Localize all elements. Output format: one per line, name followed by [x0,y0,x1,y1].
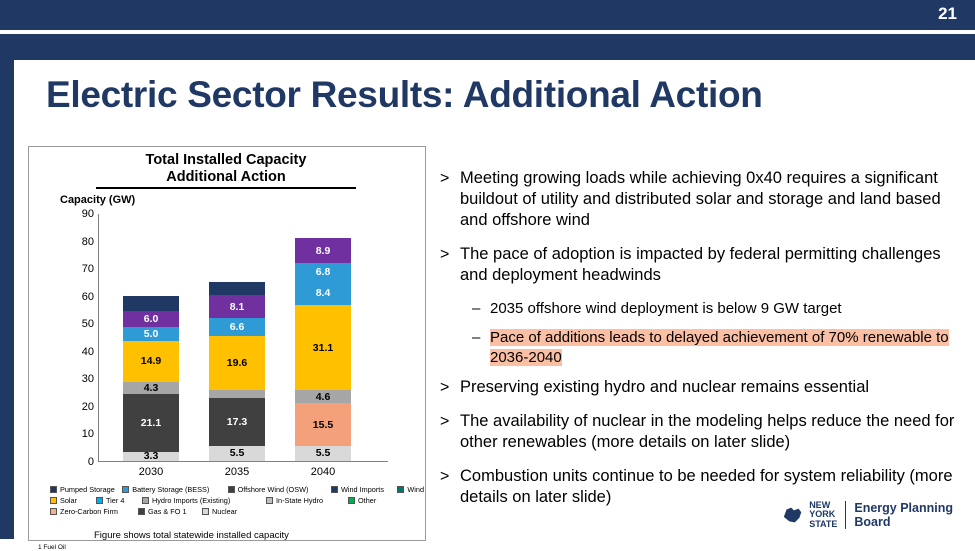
highlighted-text: Pace of additions leads to delayed achievement of 70% renewable to 2036-2040 [490,329,949,366]
chart-bar-segment: 21.1 [123,394,179,452]
legend-item [142,495,260,506]
legend-label: In-State Hydro [276,496,324,505]
legend-label: Solar [60,496,78,505]
legend-label: Wind [407,485,424,494]
chart-bar-segment: 5.5 [295,446,351,461]
bullet-marker: > [440,170,450,187]
y-axis-tick: 20 [81,400,94,413]
y-axis-tick: 90 [81,208,94,220]
legend-label: Nuclear [212,507,238,516]
chart-plot-area [81,208,388,478]
y-axis-label: Capacity (GW) [60,194,136,206]
legend-item [397,484,424,495]
chart-bar [209,213,265,461]
chart-bar-segment: 15.5 [295,403,351,446]
legend-swatch [202,508,209,515]
bullet-text: Combustion units continue to be needed for system reliability (more details on later slide) [460,467,953,506]
chart-bar-segment: 5.0 [123,327,179,341]
chart-title [96,152,356,189]
sub-bullet-marker: – [472,300,481,317]
chart-title-line1: Total Installed Capacity [145,152,307,168]
legend-item [202,506,237,517]
energy-planning-board-logo [846,501,953,529]
legend-row [50,484,430,495]
legend-swatch [96,497,103,504]
chart-title-line2: Additional Action [166,169,286,185]
y-axis-tick: 80 [81,235,94,248]
chart-bar-segment: 8.9 [295,238,351,263]
sub-bullet-item [472,328,960,368]
y-axis-tick: 10 [81,428,94,441]
legend-item [228,484,325,495]
legend-item [331,484,391,495]
x-axis-tick: 2030 [138,466,164,478]
chart-bar-segment: 17.3 [209,398,265,446]
legend-swatch [228,486,235,493]
chart-bar-segment: 5.5 [209,446,265,461]
legend-swatch [348,497,355,504]
bullet-marker: > [440,379,450,396]
chart-bar-segment [209,390,265,398]
bullet-text: Meeting growing loads while achieving 0x40 requires a significant buildout of utility and distributed solar and storage and land based and offshore wind [460,169,941,229]
bullet-marker: > [440,468,450,485]
legend-swatch [397,486,404,493]
chart-bar-segment: 6.0 [123,311,179,328]
sub-bullet-item [472,299,960,319]
legend-label: Other [358,496,377,505]
legend-label: Zero-Carbon Firm [60,507,118,516]
bullet-item [440,377,960,398]
slide-number: 21 [938,4,957,23]
sub-bullet-text [490,328,960,368]
chart-bar-segment: 3.3 [123,452,179,461]
chart-footnote: 1 Fuel Oil [38,544,66,551]
chart-bar [123,213,179,461]
slide-top-bar [0,0,975,30]
legend-item [138,506,196,517]
sub-bullet-marker: – [472,329,481,346]
chart-panel [36,152,426,551]
chart-bar [295,213,351,461]
bullet-item [440,168,960,231]
left-blue-accent [0,34,14,539]
logo-ny-line3: STATE [809,518,838,529]
ny-outline-icon [782,504,804,526]
chart-bar-segment: 14.9 [123,341,179,382]
legend-item [50,506,132,517]
bullet-marker: > [440,246,450,263]
chart-bar-segment [209,282,265,296]
chart-bar-segment: 4.6 [295,390,351,403]
legend-swatch [138,508,145,515]
chart-bar-segment: 8.4 [295,282,351,305]
y-axis-tick: 50 [81,318,94,331]
legend-row [50,495,430,506]
chart-bar-segment: 6.6 [209,318,265,336]
y-axis-tick: 60 [81,290,94,303]
legend-swatch [50,497,57,504]
legend-item [348,495,376,506]
y-axis-tick: 40 [81,345,94,358]
chart-bar-segment: 31.1 [295,305,351,391]
logo [782,501,953,530]
legend-label: Gas & FO 1 [148,507,187,516]
legend-swatch [50,508,57,515]
legend-item [50,484,116,495]
legend-label: Battery Storage (BESS) [132,485,210,494]
y-axis-tick: 0 [87,456,94,468]
bullet-item [440,244,960,286]
legend-item [122,484,221,495]
chart-bar-segment: 6.8 [295,263,351,282]
x-axis-tick: 2040 [310,466,336,478]
legend-row [50,506,430,517]
bullet-text: The pace of adoption is impacted by federal permitting challenges and deployment headwinds [460,245,941,284]
legend-item [96,495,136,506]
figure-note: Figure shows total statewide installed capacity [94,530,289,541]
legend-label: Wind Imports [340,485,384,494]
legend-item [50,495,90,506]
sub-bullet-text: 2035 offshore wind deployment is below 9 GW target [490,300,842,317]
legend-swatch [331,486,338,493]
y-axis-tick: 70 [81,263,94,276]
bullet-text: The availability of nuclear in the modeling helps reduce the need for other renewables (more details on later slide) [460,412,955,451]
x-axis-tick: 2035 [224,466,250,478]
logo-ny-line1: NEW [809,499,831,510]
page-title: Electric Sector Results: Additional Action [46,74,763,115]
bullet-text: Preserving existing hydro and nuclear remains essential [460,378,870,396]
chart-bar-segment [123,296,179,311]
legend-label: Hydro Imports (Existing) [152,496,231,505]
bullet-marker: > [440,413,450,430]
legend-swatch [266,497,273,504]
legend-label: Tier 4 [106,496,125,505]
chart-bar-segment: 19.6 [209,336,265,390]
legend-label: Pumped Storage [60,485,115,494]
legend-swatch [122,486,129,493]
new-york-state-logo [782,501,846,530]
secondary-blue-band [0,34,975,60]
chart-bar-segment: 4.3 [123,382,179,394]
legend-swatch [142,497,149,504]
bullet-list [440,168,960,521]
logo-epb-line1: Energy Planning [854,500,953,515]
legend-item [266,495,342,506]
white-strip [0,60,975,66]
logo-ny-text [809,501,837,530]
chart-legend [50,484,430,517]
chart-bar-segment: 8.1 [209,295,265,317]
y-axis-tick: 30 [81,373,94,386]
logo-ny-line2: YORK [809,509,836,519]
bullet-item [440,411,960,453]
legend-swatch [50,486,57,493]
logo-epb-line2: Board [854,514,891,529]
legend-label: Offshore Wind (OSW) [237,485,309,494]
